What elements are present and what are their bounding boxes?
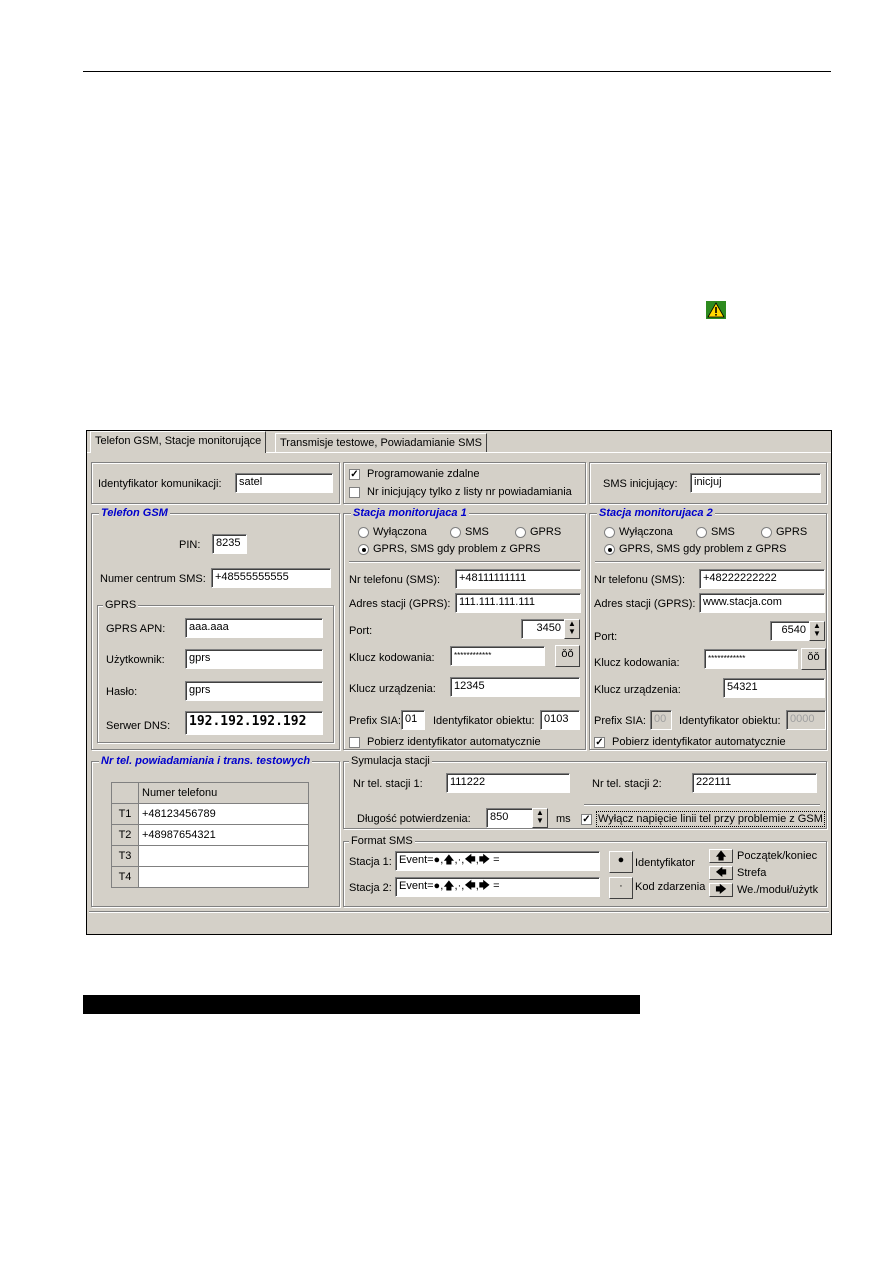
fmt-st1-input[interactable]: Event=●,🡅,·,🡄,🡆 = — [395, 851, 600, 871]
station2-auto-label: Pobierz identyfikator automatycznie — [612, 736, 786, 748]
col-header-phone: Numer telefonu — [139, 783, 309, 804]
remote-prog-label: Programowanie zdalne — [367, 468, 480, 480]
row-id: T4 — [112, 867, 139, 888]
table-row[interactable] — [112, 867, 309, 888]
page-header-rule — [83, 71, 831, 72]
station1-radio-off[interactable] — [358, 527, 369, 538]
row-id: T1 — [112, 804, 139, 825]
small-dot-icon: · — [619, 880, 623, 892]
arrow-right-icon: 🡆 — [715, 884, 727, 896]
insert-start-end-button[interactable] — [709, 849, 733, 863]
station2-key-show-button[interactable] — [801, 648, 826, 670]
glasses-icon: ǒǒ — [561, 648, 574, 660]
station2-auto-checkbox[interactable] — [594, 737, 605, 748]
station2-sia-label: Prefix SIA: — [594, 715, 646, 727]
station1-phone-label: Nr telefonu (SMS): — [349, 574, 441, 586]
station1-port-input[interactable]: 3450 — [521, 619, 565, 639]
row-number-cell[interactable] — [139, 846, 309, 867]
station2-radio-sms[interactable] — [696, 527, 707, 538]
station1-key-label: Klucz kodowania: — [349, 652, 435, 664]
sim-st2-input[interactable]: 222111 — [692, 773, 817, 793]
fmt-st1-label: Stacja 1: — [349, 856, 392, 868]
warning-icon — [706, 301, 726, 319]
checkmark-icon: ✓ — [582, 814, 591, 825]
pin-input[interactable]: 8235 — [212, 534, 247, 554]
spin-down-icon: ▼ — [536, 816, 544, 825]
row-number-cell[interactable]: +48123456789 — [139, 804, 309, 825]
insert-zone-label: Strefa — [737, 867, 767, 879]
spin-up-icon: ▲ — [568, 619, 576, 628]
station2-key-label: Klucz kodowania: — [594, 657, 680, 669]
station2-phone-label: Nr telefonu (SMS): — [594, 574, 686, 586]
fmt-st2-input[interactable]: Event=●,🡅,·,🡄,🡆 = — [395, 877, 600, 897]
station2-opt-gprs-sms-label: GPRS, SMS gdy problem z GPRS — [619, 543, 787, 555]
pass-input[interactable]: gprs — [185, 681, 323, 701]
glasses-icon: ǒǒ — [807, 651, 820, 663]
dns-input[interactable]: 192.192.192.192 — [185, 711, 323, 735]
notify-table — [111, 782, 309, 888]
arrow-up-icon: 🡅 — [715, 850, 727, 862]
station2-radio-off[interactable] — [604, 527, 615, 538]
pin-label: PIN: — [179, 539, 201, 551]
checkmark-icon: ✓ — [595, 737, 604, 748]
fmt-st2-label: Stacja 2: — [349, 882, 392, 894]
gprs-group-title: GPRS — [105, 599, 137, 611]
station2-phone-input[interactable]: +48222222222 — [699, 569, 825, 589]
sim-st1-input[interactable]: 111222 — [446, 773, 570, 793]
station2-separator — [595, 561, 821, 563]
station1-radio-gprs[interactable] — [515, 527, 526, 538]
sim-st2-label: Nr tel. stacji 2: — [592, 778, 662, 790]
pass-label: Hasło: — [106, 686, 138, 698]
sms-format-title: Format SMS — [351, 835, 413, 847]
row-number-cell[interactable] — [139, 867, 309, 888]
station2-opt-gprs-label: GPRS — [776, 526, 808, 538]
comm-id-input[interactable]: satel — [235, 473, 333, 493]
tab-gsm-stations[interactable]: Telefon GSM, Stacje monitorujące — [90, 431, 266, 453]
station1-port-label: Port: — [349, 625, 373, 637]
station2-key-input[interactable]: ************ — [704, 649, 798, 669]
insert-zone-button[interactable] — [709, 866, 733, 880]
station1-addr-label: Adres stacji (GPRS): — [349, 598, 451, 610]
station1-port-spinner[interactable] — [564, 619, 580, 639]
dot-icon: ● — [617, 854, 625, 866]
checkmark-icon: ✓ — [350, 469, 359, 480]
table-row[interactable] — [112, 804, 309, 825]
station2-addr-input[interactable]: www.stacja.com — [699, 593, 825, 613]
spin-down-icon: ▼ — [568, 627, 576, 636]
init-only-list-label: Nr inicjujący tylko z listy nr powiadamiania — [367, 486, 572, 498]
station1-phone-input[interactable]: +48111111111 — [455, 569, 581, 589]
station1-sia-input[interactable]: 01 — [401, 710, 425, 730]
station1-radio-sms[interactable] — [450, 527, 461, 538]
spin-down-icon: ▼ — [813, 629, 821, 638]
station1-obj-label: Identyfikator obiektu: — [433, 715, 535, 727]
init-only-list-checkbox[interactable] — [349, 487, 360, 498]
window-bottom-separator — [89, 911, 829, 913]
station2-radio-gprs-sms[interactable] — [604, 544, 615, 555]
ack-unit: ms — [556, 813, 571, 825]
ack-spinner[interactable] — [532, 808, 548, 828]
station2-sia-input[interactable]: 00 — [650, 710, 672, 730]
station2-radio-gprs[interactable] — [761, 527, 772, 538]
station1-obj-input[interactable]: 0103 — [540, 710, 580, 730]
station1-opt-gprs-label: GPRS — [530, 526, 562, 538]
settings-window — [86, 430, 832, 935]
station2-addr-label: Adres stacji (GPRS): — [594, 598, 696, 610]
line-off-label: Wyłącz napięcie linii tel przy problemie z GSM — [598, 813, 823, 825]
station2-port-spinner[interactable] — [809, 621, 825, 641]
station1-auto-checkbox[interactable] — [349, 737, 360, 748]
station1-devkey-label: Klucz urządzenia: — [349, 683, 436, 695]
simulation-title: Symulacja stacji — [351, 755, 430, 767]
table-row[interactable] — [112, 825, 309, 846]
tab-tests-sms[interactable]: Transmisje testowe, Powiadamianie SMS — [275, 433, 487, 452]
station1-auto-label: Pobierz identyfikator automatycznie — [367, 736, 541, 748]
sms-center-label: Numer centrum SMS: — [100, 573, 206, 585]
row-number-cell[interactable]: +48987654321 — [139, 825, 309, 846]
station1-opt-off-label: Wyłączona — [373, 526, 427, 538]
sms-init-input[interactable]: inicjuj — [690, 473, 821, 493]
ack-input[interactable]: 850 — [486, 808, 533, 828]
table-header-row — [112, 783, 309, 804]
row-id: T3 — [112, 846, 139, 867]
sms-center-input[interactable]: +48555555555 — [211, 568, 331, 588]
sim-separator — [584, 804, 820, 806]
line-off-checkbox[interactable] — [581, 814, 592, 825]
station2-title: Stacja monitorujaca 2 — [599, 507, 713, 519]
redacted-bar — [83, 995, 640, 1014]
station1-sia-label: Prefix SIA: — [349, 715, 401, 727]
insert-start-end-label: Początek/koniec — [737, 850, 818, 862]
insert-input-module-user-button[interactable] — [709, 883, 733, 897]
insert-event-code-button[interactable] — [609, 877, 633, 899]
insert-input-module-user-label: We./moduł/użytk — [737, 884, 819, 896]
station2-opt-sms-label: SMS — [711, 526, 735, 538]
insert-event-code-label: Kod zdarzenia — [635, 881, 706, 893]
row-id: T2 — [112, 825, 139, 846]
ack-label: Długość potwierdzenia: — [357, 813, 471, 825]
station1-key-show-button[interactable] — [555, 645, 580, 667]
table-corner — [112, 783, 139, 804]
gsm-group-title: Telefon GSM — [101, 507, 168, 519]
remote-prog-checkbox[interactable] — [349, 469, 360, 480]
notify-title: Nr tel. powiadamiania i trans. testowych — [101, 755, 311, 767]
station1-opt-sms-label: SMS — [465, 526, 489, 538]
user-input[interactable]: gprs — [185, 649, 323, 669]
comm-id-label: Identyfikator komunikacji: — [98, 478, 222, 490]
station2-opt-off-label: Wyłączona — [619, 526, 673, 538]
sms-init-label: SMS inicjujący: — [603, 478, 678, 490]
apn-input[interactable]: aaa.aaa — [185, 618, 323, 638]
insert-identifier-button[interactable] — [609, 851, 633, 873]
station1-separator — [349, 561, 580, 563]
apn-label: GPRS APN: — [106, 623, 166, 635]
spin-up-icon: ▲ — [536, 808, 544, 817]
arrow-left-icon: 🡄 — [715, 867, 727, 879]
station1-devkey-input[interactable]: 12345 — [450, 677, 580, 697]
station1-key-input[interactable]: ************ — [450, 646, 545, 666]
dns-label: Serwer DNS: — [106, 720, 171, 732]
station2-obj-input[interactable]: 0000 — [786, 710, 826, 730]
station1-addr-input[interactable]: 111.111.111.111 — [455, 593, 581, 613]
station1-title: Stacja monitorujaca 1 — [353, 507, 467, 519]
user-label: Użytkownik: — [106, 654, 165, 666]
station2-devkey-input[interactable]: 54321 — [723, 678, 825, 698]
station2-obj-label: Identyfikator obiektu: — [679, 715, 781, 727]
table-row[interactable] — [112, 846, 309, 867]
station1-radio-gprs-sms[interactable] — [358, 544, 369, 555]
spin-up-icon: ▲ — [813, 621, 821, 630]
insert-identifier-label: Identyfikator — [635, 857, 695, 869]
station2-devkey-label: Klucz urządzenia: — [594, 684, 681, 696]
station1-opt-gprs-sms-label: GPRS, SMS gdy problem z GPRS — [373, 543, 541, 555]
sim-st1-label: Nr tel. stacji 1: — [353, 778, 423, 790]
station2-port-label: Port: — [594, 631, 618, 643]
station2-port-input[interactable]: 6540 — [770, 621, 810, 641]
